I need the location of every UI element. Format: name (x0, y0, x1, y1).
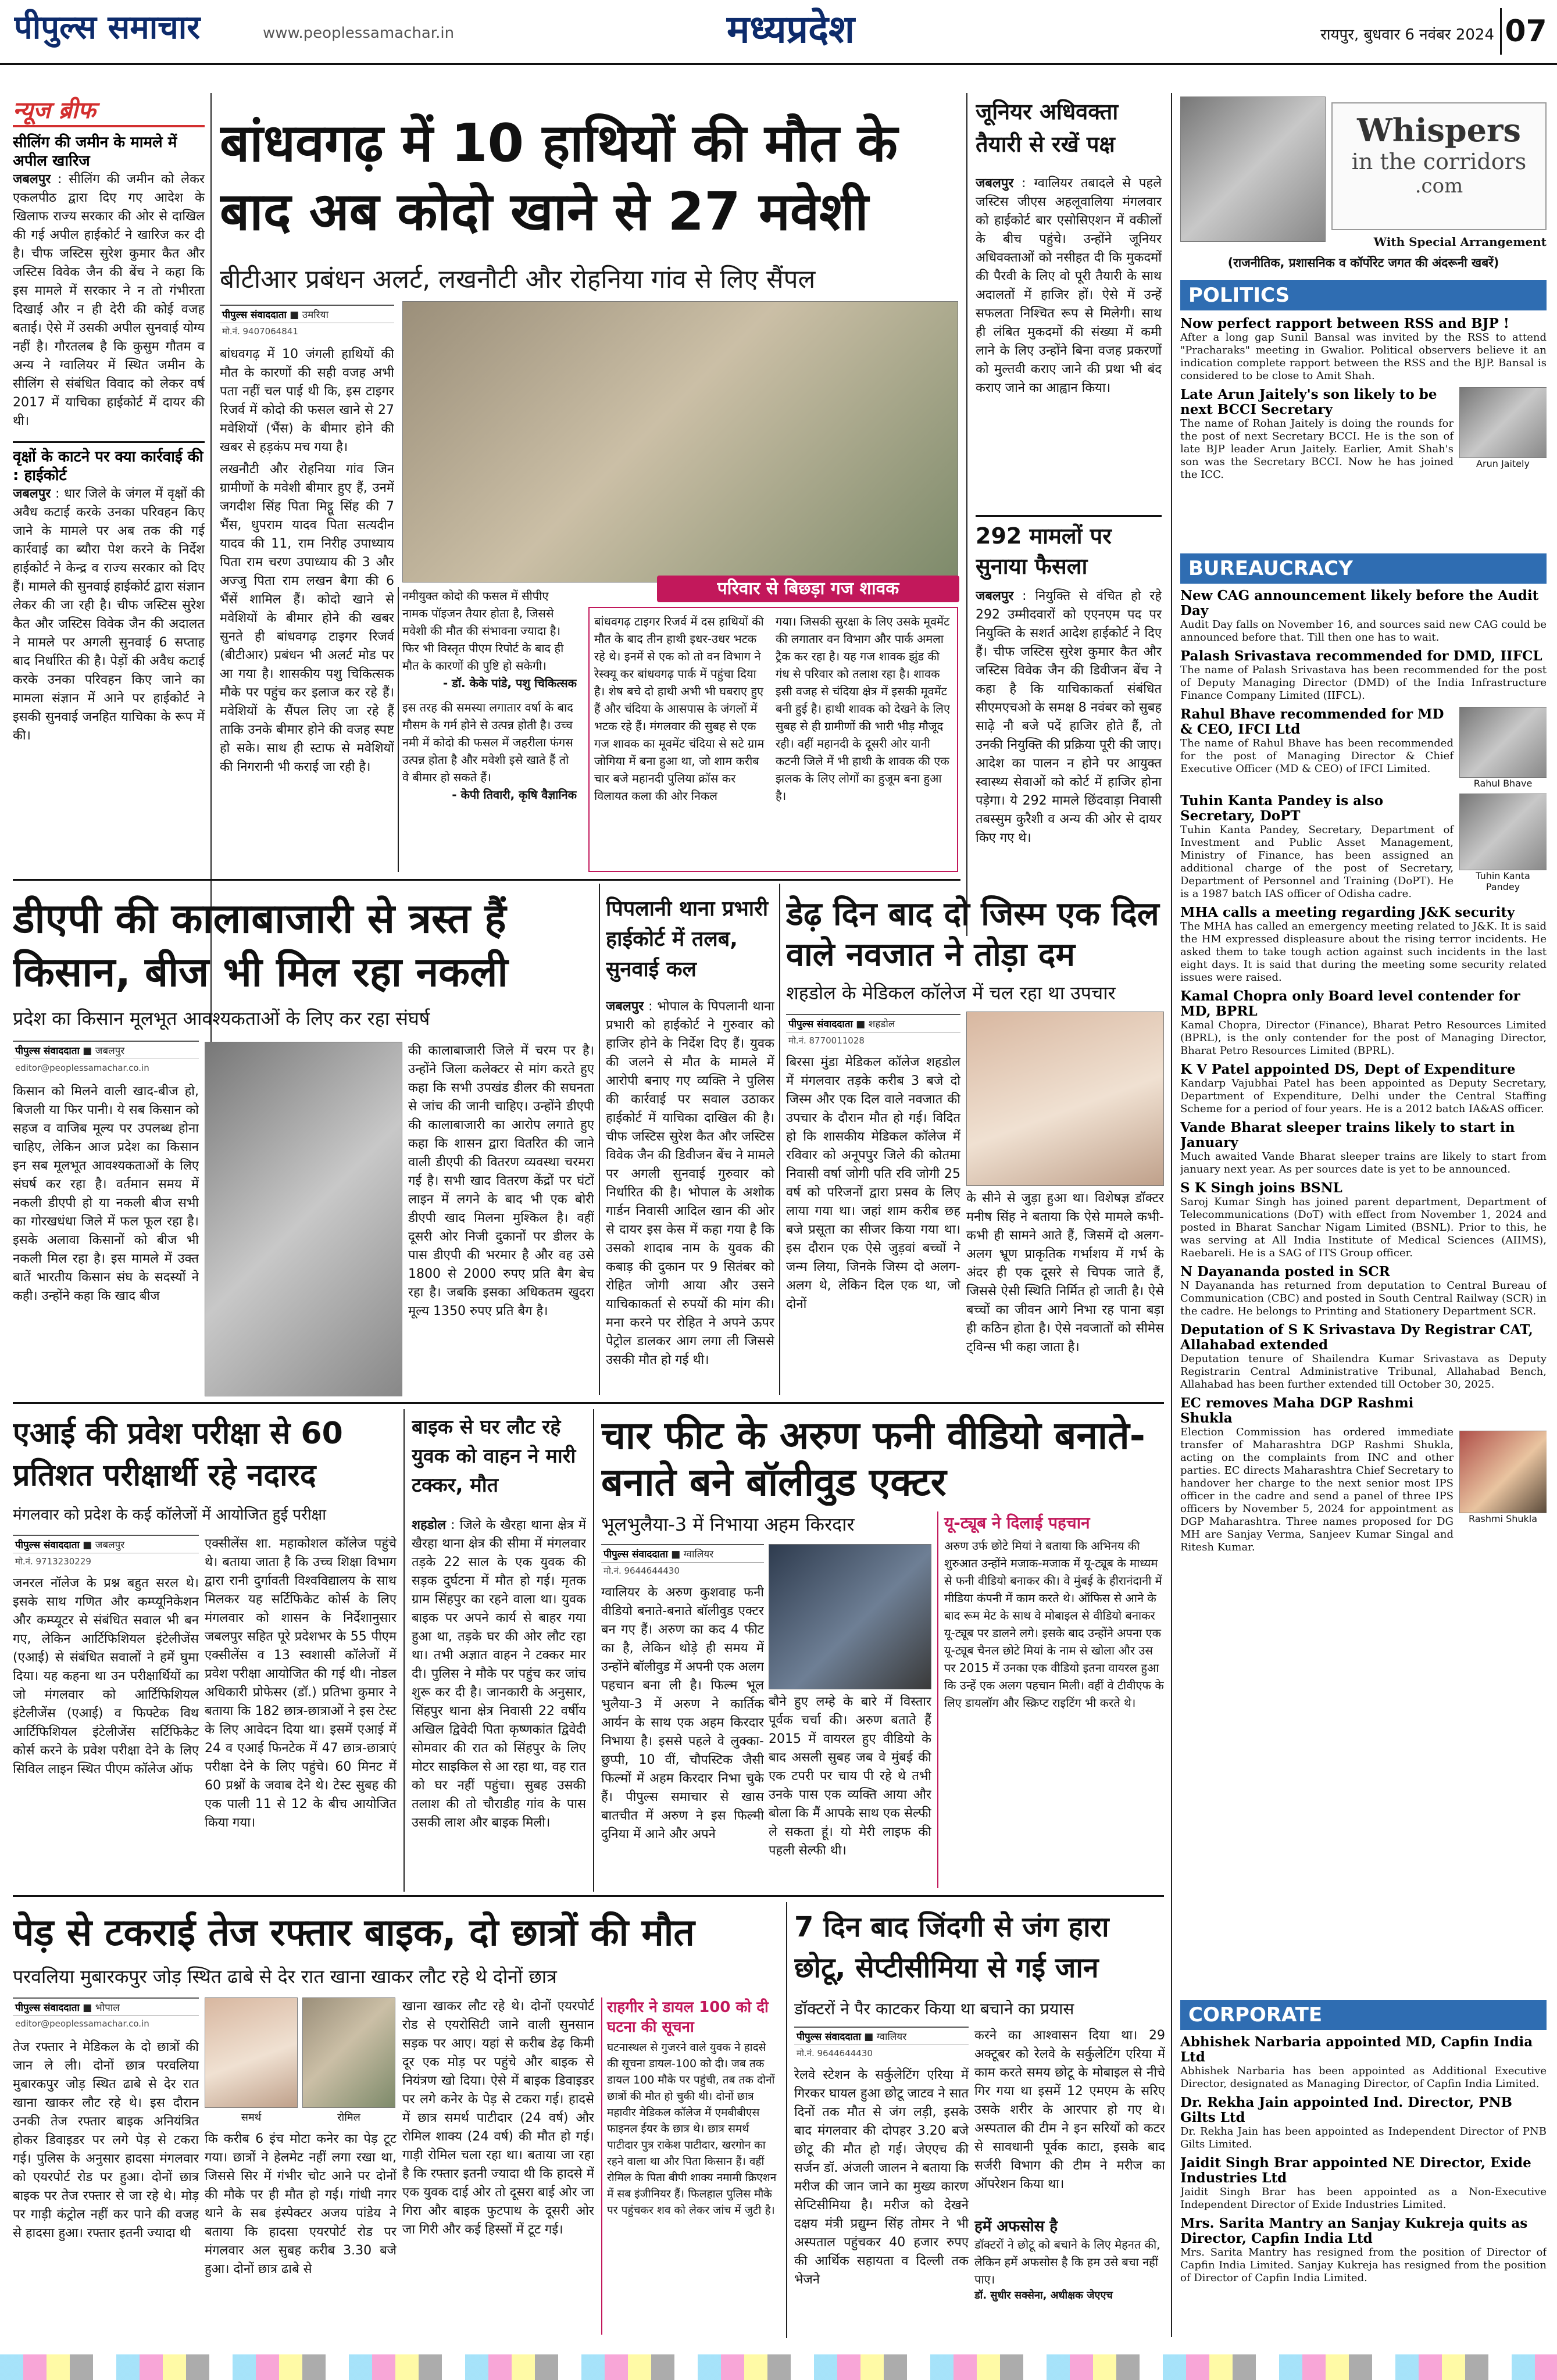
brand-logo: पीपुल्स समाचार (14, 9, 201, 47)
brief-title: सीलिंग की जमीन के मामले में अपील खारिज (13, 134, 177, 170)
tree-crash-byline: पीपुल्स संवाददाता ■ भोपाल (13, 1997, 199, 2016)
regret-author: डॉ. सुधीर सक्सेना, अधीक्षक जेएएच (974, 2289, 1113, 2302)
column-rule (403, 1409, 405, 1892)
photo-caption: Tuhin Kanta Pandey (1476, 870, 1530, 892)
tree-crash-body-1: तेज रफ्तार ने मेडिकल के दो छात्रों की जान ले ली। दोनों छात्र परवलिया मुबारकपुर जोड़ स्थित ढाबे से देर रात खाना खाकर लौट रहे थे। इस दौरान उनकी तेज रफ्तार बाइक अनियंत्रित होकर डिवाइडर पर लगे पेड़ से टकरा गई। पुलिस के अनुसार हादसा मंगलवार को एयरपोर्ट रोड पर हुआ। दोनों छात्र बाइक पर तेज रफ्तार से जा रहे थे। मोड़ पर गाड़ी कंट्रोल नहीं कर पाने की वजह से हादसा हुआ। रफ्तार इतनी ज्यादा थी (13, 2040, 199, 2240)
dap-body-1: किसान को मिलने वाली खाद-बीज हो, बिजली या फिर पानी। ये सब किसान को सहज व वाजिब मूल्य पर उपलब्ध होना चाहिए, लेकिन आज प्रदेश का किसान इन सब मूलभूत आवश्यकताओं के लिए संघर्ष कर रहा है। वर्तमान समय में नकली डीएपी हो या नकली बीज सभी का गोरखधंधा जिले में फल फूल रहा है। इसके अलावा किसानों को बीज भी नकली मिल रहा है। इस मामले में उक्त बातें भारतीय किसान संघ के सदस्यों ने कही। उन्होंने कहा कि खाद बीज (13, 1084, 199, 1303)
twins-deck: शहडोल के मेडिकल कॉलेज में चल रहा था उपचार (786, 982, 1116, 1004)
arun-body-1: ग्वालियर के अरुण कुशवाह फनी वीडियो बनाते-बनाते बॉलीवुड एक्टर बन गए हैं। अरुण का कद 4 फीट का है, लेकिन थोड़े ही समय में उन्होंने बॉलीवुड में अपनी एक अलग पहचान बना ली है। फिल्म भूल भुलैया-3 में अरुण ने कार्तिक आर्यन के साथ एक अहम किरदार निभाया है। इससे पहले वे लुक्का-छुप्पी, 10 वीं, चौपस्टिक जैसी फिल्मों में अहम किरदार निभा चुके हैं। पीपुल्स समाचार से खास बातचीत में अरुण ने इस फिल्मी दुनिया में आने और अपने (601, 1585, 764, 1842)
student-photo-2 (302, 1997, 395, 2108)
whisper-head: Tuhin Kanta Pandey is also Secretary, DoPT (1180, 794, 1384, 824)
septicemia-mobile: मो.नं. 9644644430 (797, 2048, 873, 2059)
dap-email: editor@peoplessamachar.co.in (15, 1063, 149, 1073)
junior-headline: जूनियर अधिवक्ता तैयारी से रखें पक्ष (976, 99, 1119, 157)
sidebar-col-2: गया। जिसकी सुरक्षा के लिए उसके मूवमेंट की लगातार वन विभाग और पार्क अमला ट्रैक कर रहा है। यह गज शावक झुंड की गंध से परिवार को तलाश रहा है। शावक इसी वजह से चंदिया क्षेत्र में इसकी मूवमेंट बनी हुई है। हाथी शावक को देखने के लिए सुबह से ही ग्रामीणों की भारी भीड़ मौजूद रही। वहीं महानदी के दूसरी ओर यानी कटनी जिले में भी हाथी के शावक की एक झलक के लिए लोगों का हुजूम बना हुआ है। (776, 613, 950, 869)
whisper-head: Now perfect rapport between RSS and BJP ! (1180, 316, 1509, 331)
septicemia-body-2: करने का आश्वासन दिया था। 29 अक्टूबर को रेलवे के सर्कुलेटिंग एरिया में काम करते समय छोटू के मोबाइल से नीचे गिर गया था इसमें 12 एमएम के सरिए उसके शरीर के आरपार हो गए थे। अस्पताल की टीम ने इन सरियों को कटर से सावधानी पूर्वक काटा, इसके बाद सर्जरी विभाग की टीम ने मरीज का ऑपरेशन किया था। (974, 2028, 1165, 2192)
twins-byline: पीपुल्स संवाददाता ■ शहडोल (786, 1014, 960, 1032)
student-caption-2: रोमिल (337, 2111, 360, 2124)
lead-body (220, 345, 394, 869)
politics-items (1180, 316, 1547, 549)
ai-exam-body-1: जनरल नॉलेज के प्रश्न बहुत सरल थे। इसके साथ गणित और कम्प्यूनिकेशन और कम्प्यूटर से संबंधित सवाल भी बन गए, लेकिन आर्टिफिशियल इंटेलीजेंस (एआई) से संबंधित सवालों ने हमें घुमा दिया। यह कहना था उन परीक्षार्थियों का जो मंगलवार को आर्टिफिशियल इंटेलीजेंस (एआई) व फिफ्टेक विथ आर्टिफिशियल इंटेलीजेंस सर्टिफिकेट कोर्स करने के प्रवेश परीक्षा देने के लिए सिविल लाइन स्थित पीएम कॉलेज ऑफ (13, 1576, 199, 1777)
verdict-body: जबलपुर : नियुक्ति से वंचित हो रहे 292 उम्मीदवारों को एएनएम पद पर नियुक्ति के सशर्त आदेश हाईकोर्ट ने दिए हैं। चीफ जस्टिस सुरेश कुमार कैत और जस्टिस विवेक जैन की डिवीजन बेंच ने कहा है कि याचिकाकर्ता संबंधित सीएमएचओ के समक्ष 8 नवंबर को सुबह साढ़े नौ बजे पदें हाजिर होते हैं, तो उनकी नियुक्ति की प्रक्रिया पूरी की जाए। आदेश का पालन न होने पर आयुक्त स्वास्थ्य सेवाओं को कोर्ट में हाजिर होना पड़ेगा। ये 292 मामले छिंदवाड़ा निवासी तबस्सुम कुरैशी व अन्य की ओर से दायर किए गए थे। (976, 589, 1162, 845)
tree-crash-deck: परवलिया मुबारकपुर जोड़ स्थित ढाबे से देर रात खाना खाकर लौट रहे थे दोनों छात्र (13, 1966, 557, 1988)
column-rule (966, 93, 967, 936)
corporate-items (1180, 2035, 1547, 2331)
regret-title: हमें अफसोस है (974, 2218, 1058, 2235)
elephant-sidebar (588, 607, 958, 872)
whisper-head: Kamal Chopra only Board level contender for MD, BPRL (1180, 988, 1520, 1019)
lead-headline: बांधवगढ़ में 10 हाथियों की मौत के बाद अब कोदो खाने से 27 मवेशी (220, 113, 898, 242)
site-url: www.peoplessamachar.in (263, 24, 455, 42)
lead-byline: पीपुल्स संवाददाता ■ उमरिया (220, 305, 394, 323)
quote-text: इस तरह की समस्या लगातार वर्षा के बाद मौसम के गर्म होने से उत्पन्न होती है। उच्च नमी में कोदो की फसल में जहरीला फंगस उत्पन्न होता है और मवेशी इसे खाते हैं तो वे बीमार हो सकते हैं। (402, 701, 573, 784)
septicemia-deck: डॉक्टरों ने पैर काटकर किया था बचाने का प्रयास (794, 1999, 1074, 2018)
whisper-head: Dr. Rekha Jain appointed Ind. Director, PNB Gilts Ltd (1180, 2095, 1512, 2125)
dateline: रायपुर, बुधवार 6 नवंबर 2024 (1320, 26, 1494, 44)
photo-caption: Arun Jaitely (1476, 458, 1530, 469)
tree-crash-body-2: कि करीब 6 इंच मोटा कनेर का पेड़ टूट गया। छात्रों ने हेलमेट नहीं लगा रखा था, जिससे सिर में गंभीर चोट आने पर दोनों की मौके पर ही मौत हो गई। गांधी नगर थाने के सब इंस्पेक्टर अजय पांडेय ने बताया कि हादसा एयरपोर्ट रोड पर मंगलवार अल सुबह करीब 3.30 बजे हुआ। दोनों छात्र ढाबे से (205, 2132, 397, 2277)
rahul-bhave-photo (1459, 707, 1547, 778)
quote (402, 587, 577, 692)
arun-deck: भूलभुलैया-3 में निभाया अहम किरदार (601, 1513, 855, 1535)
pipalani-body: जबलपुर : भोपाल के पिपलानी थाना प्रभारी को हाईकोर्ट ने गुरुवार को हाजिर होने के निर्देश दिए हैं। युवक की जलने से मौत के मामले में आरोपी बनाए गए व्यक्ति ने पुलिस की कार्रवाई पर सवाल उठाकर हाईकोर्ट में याचिका दाखिल की है। चीफ जस्टिस सुरेश कैत और जस्टिस विवेक जैन की डिवीजन बेंच ने मामले पर अगली सुनवाई गुरुवार को निर्धारित की है। भोपाल के अशोक गार्डन निवासी आदिल खान की ओर से दायर इस केस में कहा गया है कि उसको शादाब नाम के युवक की कबाड़ की दुकान पर 9 सितंबर को रोहित जोगी आया और उसने याचिकाकर्ता से रुपयों की मांग की। मना करने पर रोहित ने अपने ऊपर पेट्रोल डालकर आग लगा ली जिससे उसकी मौत हो गई थी। (606, 999, 774, 1367)
ai-exam-mobile: मो.नं. 9713230229 (15, 1556, 91, 1567)
column-rule (779, 884, 780, 1395)
whisper-body: N Dayananda has returned from deputation to Central Bureau of Communication (CBC) and posted in South Central Railway (SCR) in the cadre. He belongs to Printing and Stationery Department SCR. (1180, 1280, 1547, 1317)
whisper-body: Audit Day falls on November 16, and sources said new CAG could be announced before that. Till then one has to wait. (1180, 619, 1547, 644)
brief-item (13, 133, 205, 431)
quote-author: - केपी तिवारी, कृषि वैज्ञानिक (452, 788, 577, 802)
whisper-head: Palash Srivastava recommended for DMD, IIFCL (1180, 648, 1542, 664)
tree-crash-aside-text: घटनास्थल से गुजरने वाले युवक ने हादसे की सूचना डायल-100 को दी। जब तक डायल 100 मौके पर पहुंची, तब तक दोनों छात्रों की मौत हो चुकी थी। दोनों छात्र महावीर मेडिकल कॉलेज में एमबीबीएस फाइनल ईयर के छात्र थे। छात्र समर्थ पाटीदार पुत्र राकेश पाटीदार, खरगोन का रहने वाला था और पिता किसान हैं। वहीं रोमिल के पिता बीपी शाक्य नमामी क्रिएशन में सब इंजीनियर हैं। फिलहाल पुलिस मौके पर पहुंचकर शव को लेकर जांच में जुटी है। (607, 2039, 780, 2218)
corporate-header: CORPORATE (1180, 2000, 1547, 2030)
divider (976, 515, 1162, 517)
student-photo-1 (205, 1997, 298, 2108)
whisper-body: The MHA has called an emergency meeting related to J&K. It is said the HM expressed displeasure about the rising terror incidents. He asked them to take tough action against such incidents in the last eight days. It is said that during the meeting some security related issues were raised. (1180, 920, 1547, 984)
whisper-head: Abhishek Narbaria appointed MD, Capfin India Ltd (1180, 2035, 1533, 2065)
column-rule (599, 884, 600, 1395)
column-rule (786, 1902, 787, 2338)
lead-deck: बीटीआर प्रबंधन अलर्ट, लखनौटी और रोहनिया गांव से लिए सैंपल (220, 265, 816, 294)
lead-photo (402, 301, 958, 583)
dap-byline: पीपुल्स संवाददाता ■ जबलपुर (13, 1041, 199, 1059)
whisper-body: The name of Palash Srivastava has been recommended for the post of Deputy Managing Director (DMD) of the India Infrastructure Finance Company Limited (IIFCL). (1180, 664, 1547, 702)
elephant-sidebar-label: परिवार से बिछड़ा गज शावक (657, 576, 959, 602)
brief-item (13, 441, 205, 745)
whisper-body: Mrs. Sarita Mantry has resigned from the position of Director of Capfin India Limited. Sanjay Kukreja has resigned from the position of Director of Capfin India Limited. (1180, 2246, 1547, 2284)
bureaucracy-items (1180, 588, 1547, 1995)
septicemia-headline: 7 दिन बाद जिंदगी से जंग हारा छोटू, सेप्टीसीमिया से गई जान (794, 1911, 1109, 1984)
quote (402, 699, 577, 803)
brief-body: जबलपुर : सीलिंग की जमीन को लेकर एकलपीठ द्वारा दिए गए आदेश के खिलाफ राज्य सरकार की ओर से दाखिल की गई अपील हाईकोर्ट ने खारिज कर दी है। चीफ जस्टिस सुरेश कुमार कैत और जस्टिस विवेक जैन की बेंच ने कहा कि इस मामले में सरकार ने न तो गंभीरता दिखाई और न ही देरी की कोई वजह बताई। ऐसे में उसकी अपील सुनवाई योग्य नहीं है। गौरतलब है कि कुसुम गौतम व अन्य ने ग्वालियर में स्थित जमीन के सीलिंग से संबंधित विवाद को लेकर वर्ष 2017 में याचिका हाईकोर्ट में दायर की थी। (13, 172, 205, 428)
whisper-head: MHA calls a meeting regarding J&K security (1180, 905, 1515, 920)
whisper-body: Kamal Chopra, Director (Finance), Bharat Petro Resources Limited (BPRL), is the only contender for the post of Managing Director, Bharat Petro Resources Limited (BPRL). (1180, 1019, 1547, 1057)
logo-line-2: in the corridors (1351, 149, 1527, 174)
regret-box (974, 2215, 1165, 2335)
septicemia-byline: पीपुल्स संवाददाता ■ ग्वालियर (794, 2027, 969, 2045)
column-rule (1171, 93, 1172, 2337)
news-brief-label: न्यूज ब्रीफ (13, 93, 205, 127)
page-number: 07 (1500, 8, 1550, 55)
photo-caption: Rashmi Shukla (1468, 1513, 1538, 1524)
whisper-body: Tuhin Kanta Pandey, Secretary, Department of Investment and Public Asset Management, Ministry of Finance, has been assigned an additional charge of the post of Secretary, Department of Personnel and Training (DoPT). He is a 1987 batch IAS officer of Odisha cadre. (1180, 824, 1454, 900)
brief-text: सीलिंग की जमीन को लेकर एकलपीठ द्वारा दिए गए आदेश के खिलाफ राज्य सरकार की ओर से दाखिल की गई अपील हाईकोर्ट ने खारिज कर दी है। चीफ जस्टिस सुरेश कुमार कैत और जस्टिस विवेक जैन की बेंच ने कहा कि इस मामले में सरकार ने न तो गंभीरता दिखाई और न ही देरी की कोई वजह बताई। ऐसे में उसकी अपील सुनवाई योग्य नहीं है। गौरतलब है कि कुसुम गौतम व अन्य ने ग्वालियर में स्थित जमीन के सीलिंग से संबंधित विवाद को लेकर वर्ष 2017 में याचिका हाईकोर्ट में दायर की थी। (13, 172, 205, 428)
brief-place: जबलपुर (13, 172, 51, 187)
dap-deck: प्रदेश का किसान मूलभूत आवश्यकताओं के लिए कर रहा संघर्ष (13, 1007, 430, 1030)
whispers-logo (1331, 102, 1547, 230)
pipalani-headline: पिपलानी थाना प्रभारी हाईकोर्ट में तलब, सुनवाई कल (606, 897, 769, 981)
arun-sidebar-text: अरुण उर्फ छोटे मियां ने बताया कि अभिनय की शुरुआत उन्होंने मजाक-मजाक में यू-ट्यूब के माध्यम से फनी वीडियो बनाकर की। वे मुंबई के हीरानंदानी में मीडिया कंपनी में काम करते थे। ऑफिस से आने के बाद रूम मेट के साथ वे मोबाइल से वीडियो बनाकर यू-ट्यूब पर डालने लगे। इसके बाद उन्होंने अपना एक यू-ट्यूब चैनल छोटे मियां के नाम से खोला और उस पर 2015 में उनका एक वीडियो इतना वायरल हुआ कि उन्हें एक अलग पहचान मिली। वहीं वे टीवीएफ के लिए डायलॉग और स्क्रिप्ट राइटिंग भी करते थे। (944, 1537, 1165, 1711)
tree-crash-body-3: खाना खाकर लौट रहे थे। दोनों एयरपोर्ट रोड से एयरोसिटी जाने वाली सुनसान सड़क पर आए। यहां से करीब डेढ़ किमी दूर एक मोड़ पर पहुंचे और बाइक से नियंत्रण खो दिया। ऐसे में बाइक डिवाइडर पर लगे कनेर के पेड़ से टकरा गई। हादसे में छात्र समर्थ पाटीदार (24 वर्ष) और रोमिल शाक्य (24 वर्ष) की मौत हो गई। गाड़ी रोमिल चला रहा था। बताया जा रहा है कि रफ्तार इतनी ज्यादा थी कि हादसे में एक युवक दाई ओर तो दूसरा बाई ओर जा गिरा और बाइक फुटपाथ के दूसरी ओर जा गिरी और कई हिस्सों में टूट गई। (402, 1999, 594, 2237)
dap-photo (205, 1042, 402, 1396)
brief-body: जबलपुर : धार जिले के जंगल में वृक्षों की अवैध कटाई करके उनका परिवहन किए जाने के मामले पर अब तक की गई कार्रवाई का ब्यौरा पेश करने के निर्देश हाईकोर्ट ने केन्द्र व राज्य सरकार को दिए हैं। मामले की सुनवाई हाईकोर्ट द्वारा संज्ञान लेकर की जा रही है। चीफ जस्टिस सुरेश कैत और जस्टिस विवेक जैन की अदालत ने मामले पर अगली सुनवाई 6 सप्ताह बाद निर्धारित की है। पेड़ों की अवैध कटाई करके उनका परिवहन किए जाने का मामला संज्ञान में आने पर हाईकोर्ट ने इसकी सुनवाई जनहित याचिका के रूप में की। (13, 487, 205, 743)
twins-headline: डेढ़ दिन बाद दो जिस्म एक दिल वाले नवजात ने तोड़ा दम (786, 895, 1159, 974)
ai-exam-body-2: एक्सीलेंस शा. महाकोशल कॉलेज पहुंचे थे। बताया जाता है कि उच्च शिक्षा विभाग द्वारा रानी दुर्गावती विश्वविद्यालय के साथ मिलकर यह सर्टिफिकेट कोर्स के लिए मंगलवार को शासन के निर्देशानुसार जबलपुर सहित पूरे प्रदेशभर के 55 पीएम एक्सीलेंस व 13 स्वशासी कॉलेजों में प्रवेश परीक्षा आयोजित की गई थी। नोडल अधिकारी प्रोफेसर (डॉ.) प्रतिभा कुमार ने बताया कि 182 छात्र-छात्राओं ने इस टेस्ट के लिए आवेदन दिया था। इसमें एआई में 24 व एआई फिनटेक में 47 छात्र-छात्राएं परीक्षा देने के लिए पहुंचे। 60 मिनट में 60 प्रश्नों के जवाब देने थे। टेस्ट सुबह की एक पाली 11 से 12 के बीच आयोजित किया गया। (205, 1536, 397, 1830)
whisper-body: Saroj Kumar Singh has joined parent department, Department of Telecommunications (DoT) with effect from November 1, 2024 and posted in Bharat Sanchar Nigam Limited (BSNL). Prior to this, he was serving at All India Institute of Medical Sciences (AIIMS), Raebareli. He is a SAG of ITS Group officer. (1180, 1196, 1547, 1259)
dap-body-2: की कालाबाजारी जिले में चरम पर है। उन्होंने जिला कलेक्टर से मांग करते हुए कहा कि सभी उपखंड डीलर की सघनता से जांच की जानी चाहिए। उन्होंने डीएपी की कालाबाजारी का आरोप लगाते हुए कहा कि शासन द्वारा वितरित की जाने वाली डीएपी की वितरण व्यवस्था चरमरा गई है। सभी खाद वितरण केंद्रों पर घंटों लाइन में लगने के बाद भी एक बोरी डीएपी खाद मिलना मुश्किल है। वहीं दूसरी ओर निजी दुकानों पर डीलर के पास डीएपी की भरमार है और वह उसे 1800 से 2000 रुपए प्रति बैग बेच रहा है। जबकि इसका अधिकतम खुदरा मूल्य 1350 रुपए प्रति बैग है। (408, 1044, 594, 1318)
whispers-portrait (1180, 97, 1326, 242)
whispers-column (1177, 93, 1549, 2337)
tree-crash-aside (601, 1997, 780, 2335)
tuhin-kanta-pandey-photo (1459, 794, 1547, 870)
whisper-head: N Dayananda posted in SCR (1180, 1264, 1390, 1280)
whisper-body: Election Commission has ordered immediate transfer of Maharashtra DGP Rashmi Shukla, acting on the complaints from INC and other parties. EC directs Maharashtra Chief Secretary to handover her charge to the next senior most IPS officer in the cadre and send a panel of three IPS officers by November 5, 2024 for appointment as DGP Maharashtra. Three names proposed for DG MH are Sanjay Verma, Sanjeev Kumar Singal and Ritesh Kumar. (1180, 1426, 1454, 1553)
rashmi-shukla-photo (1459, 1431, 1547, 1513)
ai-exam-byline: पीपुल्स संवाददाता ■ जबलपुर (13, 1535, 199, 1553)
twins-body-2: के सीने से जुड़ा हुआ था। विशेषज्ञ डॉक्टर मनीष सिंह ने बताया कि ऐसे मामले कभी-कभी ही सामने आते हैं, जिसमें दो अलग-अलग भ्रूण प्राकृतिक गर्भाशय में गर्भ के अंदर ही एक दूसरे से चिपक जाते हैं, जिससे ऐसी स्थिति निर्मित हो जाती है। ऐसे बच्चों का जीवन आगे निभा रह पाना बड़ा ही कठिन होता है। ऐसे नवजातों को सीमेस ट्विन्स भी कहा जाता है। (966, 1191, 1164, 1355)
whisper-body: The name of Rohan Jaitely is doing the rounds for the post of next Secretary BCCI. He is the son of late BJP leader Arun Jaitely. Earlier, Amit Shah's son was the Secretary BCCI. Now he has joined the ICC. (1180, 417, 1454, 481)
whisper-head: Rahul Bhave recommended for MD & CEO, IFCI Ltd (1180, 707, 1444, 737)
whisper-head: Late Arun Jaitely's son likely to be next BCCI Secretary (1180, 387, 1437, 417)
whisper-head: S K Singh joins BSNL (1180, 1180, 1342, 1196)
politics-header: POLITICS (1180, 280, 1547, 310)
whisper-body: Abhishek Narbaria has been appointed as Additional Executive Director, designated as Managing Director, of Capfin India Limited. (1180, 2065, 1547, 2090)
lead-body-p2: लखनौटी और रोहनिया गांव जिन ग्रामीणों के मवेशी बीमार हुए हैं, उनमें जगदीश सिंह पिता मिट्ठू सिंह की 7 भैंस, धुपराम यादव पिता सत्यदीन यादव की 11, राम निरीह उपाध्याय पिता राम चरण उपाध्याय की 3 और अज्जु पिता राम लखन बैगा की 6 भैंसें शामिल हैं। कोदो खाने से मवेशियों के बीमार होने की खबर सुनते ही बांधवगढ़ टाइगर रिजर्व (बीटीआर) प्रबंधन भी अलर्ट मोड पर आ गया है। शासकीय पशु चिकित्सक मौके पर पहुंच कर इलाज कर रहे हैं। मवेशियों के सैंपल लिए जा रहे हैं ताकि उनके बीमार होने की वजह स्पष्ट हो सके। साथ ही स्टाफ से मवेशियों की निगरानी भी कराई जा रही है। (220, 462, 394, 774)
verdict-headline: 292 मामलों पर सुनाया फैसला (976, 523, 1112, 579)
arun-body-2: बौने हुए लम्हे के बारे में विस्तार पूर्वक चर्चा की। अरुण बताते हैं 2015 में वायरल हुए वीडियो के बाद असली सुबह जब वे मुंबई की एक टपरी पर चाय पी रहे थे तभी उनके पास एक व्यक्ति आया और बोला कि मैं आपके साथ एक सेल्फी ले सकता हूं। यो मेरी लाइफ की पहली सेल्फी थी। (769, 1695, 931, 1858)
whisper-head: EC removes Maha DGP Rashmi Shukla (1180, 1396, 1414, 1426)
sidebar-col-1: बांधवगढ़ टाइगर रिजर्व में दस हाथियों की मौत के बाद तीन हाथी इधर-उधर भटक रहे थे। इनमें से एक को तो वन विभाग ने रेस्क्यू कर बांधवगढ़ पार्क में पहुंचा दिया है। शेष बचे दो हाथी अभी भी घबराए हुए हैं और चंदिया के आसपास के जंगलों में भटक रहे हैं। मंगलवार की सुबह से एक गज शावक का मूवमेंट चंदिया से सटे ग्राम जोगिया में बना हुआ था, जो शाम करीब चार बजे महानदी पुलिया क्रॉस कर विलायत कला की ओर निकल (594, 613, 769, 869)
special-arrangement: With Special Arrangement (1373, 235, 1547, 249)
septicemia-body-1: रेलवे स्टेशन के सर्कुलेटिंग एरिया में गिरकर घायल हुआ छोटू जाटव ने सात दिनों तक मौत से जंग लड़ी, इसके बाद मंगलवार की दोपहर 3.20 बजे छोटू की मौत हो गई। जेएएच की सर्जन डॉ. अंजली जालन ने बताया कि मरीज की जान जाने का मुख्य कारण सेप्टिसीमिया है। मरीज को देखने दक्षय मंत्री प्रद्युम्न सिंह तोमर ने भी अस्पताल पहुंचकर 40 हजार रुपए की आर्थिक सहायता व दिल्ली तक भेजने (794, 2068, 969, 2287)
arun-jaitley-photo (1459, 387, 1547, 458)
expert-quotes (402, 587, 577, 872)
bike-body: शहडोल : जिले के खैरहा थाना क्षेत्र में खैरहा थाना क्षेत्र की सीमा में मंगलवार तड़के 22 साल के एक युवक की सड़क दुर्घटना में मौत हो गई। मृतक ग्राम सिंहपुर का रहने वाला था। युवक बाइक पर अपने कार्य से बाहर गया हुआ था, तड़के घर की ओर लौट रहा था। तभी अज्ञात वाहन ने टक्कर मार दी। पुलिस ने मौके पर पहुंच कर जांच शुरू कर दी है। जानकारी के अनुसार, सिंहपुर थाना क्षेत्र निवासी 22 वर्षीय अखिल द्विवेदी पिता कृष्णकांत द्विवेदी सोमवार की रात को सिंहपुर के लिए मोटर साइकिल से आ रहा था, वह रात को घर नहीं पहुंचा। सुबह उसकी तलाश की तो चौराडीह गांव के पास उसकी लाश और बाइक मिली। (412, 1518, 586, 1830)
print-color-bar (0, 2354, 1557, 2380)
whisper-head: K V Patel appointed DS, Dept of Expenditure (1180, 1062, 1516, 1077)
twins-mobile: मो.नं. 8770011028 (788, 1035, 865, 1046)
logo-line-3: .com (1415, 174, 1463, 198)
whisper-head: Jaidit Singh Brar appointed NE Director, Exide Industries Ltd (1180, 2155, 1531, 2186)
whisper-head: New CAG announcement likely before the Audit Day (1180, 588, 1539, 619)
whisper-head: Vande Bharat sleeper trains likely to start in January (1180, 1120, 1515, 1150)
bike-headline: बाइक से घर लौट रहे युवक को वाहन ने मारी टक्कर, मौत (412, 1416, 576, 1497)
twins-body-1: बिरसा मुंडा मेडिकल कॉलेज शहडोल में मंगलवार तड़के करीब 3 बजे दो जिस्म और एक दिल वाले नवजात की उपचार के दौरान मौत हो गई। विदित हो कि शासकीय मेडिकल कॉलेज में रविवार को अनूपपुर जिले की कोतमा निवासी वर्षा जोगी पति रवि जोगी 25 वर्ष को परिजनों द्वारा प्रसव के लिए लाया गया था। जहां शाम करीब छह बजे प्रसूता का सीजर किया गया था। इस दौरान एक ऐसे जुड़वां बच्चों ने जन्म लिया, जिनके जिस्म दो अलग-अलग थे, लेकिन दिल एक था, जो दोनों (786, 1055, 960, 1311)
whisper-head: Mrs. Sarita Mantry an Sanjay Kukreja quits as Director, Capfin India Ltd (1180, 2215, 1528, 2246)
regret-text: डॉक्टरों ने छोटू को बचाने के लिए मेहनत की, लेकिन हमें अफसोस है कि हम उसे बचा नहीं पाए। (974, 2236, 1165, 2288)
dap-headline: डीएपी की कालाबाजारी से त्रस्त हैं किसान, बीज भी मिल रहा नकली (13, 895, 508, 996)
whisper-body: Deputation tenure of Shailendra Kumar Srivastava as Deputy Registrarin Central Administrative Tribunal, Allahabad Bench, Allahabad has been further extended till October 30, 2025. (1180, 1353, 1547, 1391)
whisper-head: Deputation of S K Srivastava Dy Registrar CAT, Allahabad extended (1180, 1322, 1533, 1353)
lead-body-p1: बांधवगढ़ में 10 जंगली हाथियों की मौत के कारणों की सही वजह अभी पता नहीं चल पाई थी कि, इस टाइगर रिजर्व में कोदो की फसल खाने से 27 मवेशियों (भैंस) के बीमार होने की खबर से हड़कंप मच गया है। (220, 347, 394, 455)
lead-mobile: मो.नं. 9407064841 (222, 326, 298, 337)
arun-headline: चार फीट के अरुण फनी वीडियो बनाते-बनाते बने बॉलीवुड एक्टर (601, 1413, 1146, 1505)
section-divider (13, 1895, 1164, 1897)
junior-body: जबलपुर : ग्वालियर तबादले से पहले जस्टिस जीएस अहलूवालिया मंगलवार को हाईकोर्ट बार एसोसिएशन में वकीलों के बीच पहुंचे। उन्होंने जूनियर अधिवक्ताओं को नसीहत दी कि मुकदमों की पैरवी के लिए वो पूरी तैयारी के साथ अदालतों में हाजिर हों। ऐसे में उन्हें सफलता निश्चित रूप से मिलेगी। साथ ही लंबित मुकदमों की संख्या में कमी लाने के लिए उन्होंने बिना वजह प्रकरणों को मुल्तवी कराए जाने की प्रथा भी बंद कराए जाने का आह्वान किया। (976, 176, 1162, 395)
photo-caption: Rahul Bhave (1473, 778, 1533, 789)
whisper-body: Kandarp Vajubhai Patel has been appointed as Deputy Secretary, Department of Expenditure, Delhi under the Central Staffing Scheme for a period of four years. He is a 2012 batch IA&AS officer. (1180, 1077, 1547, 1115)
ai-exam-deck: मंगलवार को प्रदेश के कई कॉलेजों में आयोजित हुई परीक्षा (13, 1506, 326, 1524)
whisper-body: After a long gap Sunil Bansal was invited by the RSS to attend "Pracharaks" meeting in Gwalior. Political observers believe it an indication complete rapport between the RSS and the BJP. Bansal is considered to be close to Amit Shah. (1180, 331, 1547, 382)
twins-photo (966, 1012, 1164, 1186)
masthead (0, 0, 1557, 65)
student-caption-1: समर्थ (241, 2111, 262, 2124)
brief-place: जबलपुर (13, 487, 51, 501)
tree-crash-email: editor@peoplessamachar.co.in (15, 2018, 149, 2029)
column-rule (593, 1409, 594, 1892)
quote-author: - डॉ. केके पांडे, पशु चिकित्सक (442, 676, 577, 690)
whisper-body: Dr. Rekha Jain has been appointed as Independent Director of PNB Gilts Limited. (1180, 2125, 1547, 2150)
whispers-tagline: (राजनीतिक, प्रशासनिक व कॉर्पोरेट जगत की अंदरूनी खबरें) (1227, 256, 1499, 270)
section-title: मध्यप्रदेश (726, 7, 855, 52)
whisper-body: Much awaited Vande Bharat sleeper trains are likely to start from january next year. As per sources date is yet to be announced. (1180, 1150, 1547, 1175)
arun-sidebar-title: यू-ट्यूब ने दिलाई पहचान (944, 1513, 1090, 1532)
arun-byline: पीपुल्स संवाददाता ■ ग्वालियर (601, 1544, 764, 1563)
arun-mobile: मो.नं. 9644644430 (603, 1566, 680, 1576)
brief-title: वृक्षों के काटने पर क्या कार्रवाई की : हाईकोर्ट (13, 448, 203, 484)
tree-crash-headline: पेड़ से टकराई तेज रफ्तार बाइक, दो छात्रों की मौत (13, 1911, 695, 1954)
whisper-body: The name of Rahul Bhave has been recommended for the post of Managing Director & Chief Executive Officer (MD & CEO) of IFCI Limited. (1180, 737, 1454, 775)
tree-crash-aside-title: राहगीर ने डायल 100 को दी घटना की सूचना (607, 1999, 769, 2036)
section-divider (13, 1402, 1164, 1404)
section-divider (13, 879, 960, 881)
arun-photo (769, 1544, 931, 1689)
whisper-body: Jaidit Singh Brar has been appointed as a Non-Executive Independent Director of Exide Industries Limited. (1180, 2186, 1547, 2211)
column-rule (398, 587, 399, 872)
bureaucracy-header: BUREAUCRACY (1180, 553, 1547, 584)
ai-exam-headline: एआई की प्रवेश परीक्षा से 60 प्रतिशत परीक्षार्थी रहे नदारद (13, 1416, 343, 1493)
brief-text: धार जिले के जंगल में वृक्षों की अवैध कटाई करके उनका परिवहन किए जाने के मामले पर अब तक की गई कार्रवाई का ब्यौरा पेश करने के निर्देश हाईकोर्ट ने केन्द्र व राज्य सरकार को दिए हैं। मामले की सुनवाई हाईकोर्ट द्वारा संज्ञान लेकर की जा रही है। चीफ जस्टिस सुरेश कैत और जस्टिस विवेक जैन की अदालत ने मामले पर अगली सुनवाई 6 सप्ताह बाद निर्धारित की है। पेड़ों की अवैध कटाई करके उनका परिवहन किए जाने का मामला संज्ञान में आने पर हाईकोर्ट ने इसकी सुनवाई जनहित याचिका के रूप में की। (13, 487, 205, 743)
arun-sidebar (937, 1511, 1165, 1888)
logo-line-1: Whispers (1357, 112, 1521, 149)
quote-text: नमीयुक्त कोदो की फसल में सीपीए नामक पॉइजन तैयार होता है, जिससे मवेशी की मौत की संभावना ज्यादा है। फिर भी विस्तृत पीएम रिपोर्ट के बाद ही मौत के कारणों की पुष्टि हो सकेगी। (402, 589, 564, 673)
